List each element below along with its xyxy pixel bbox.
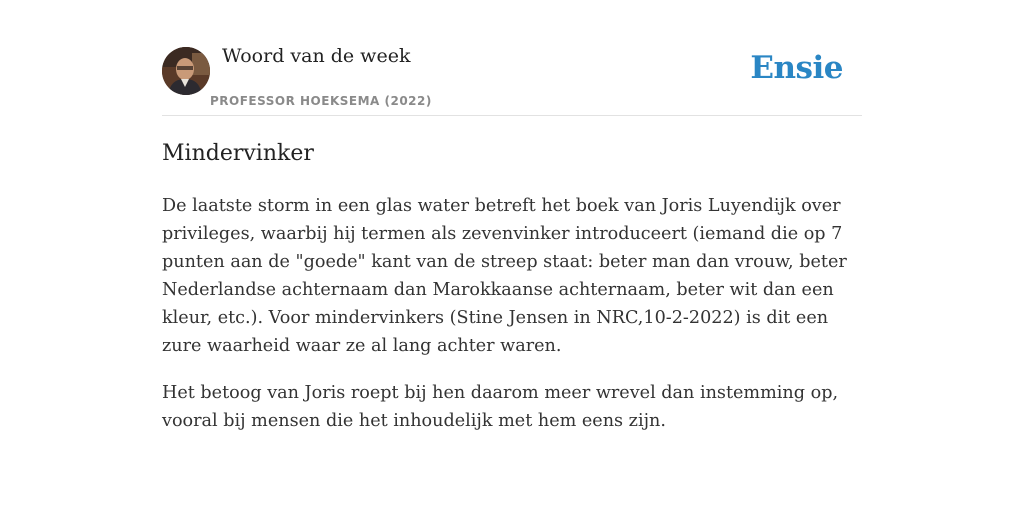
article-header bbox=[162, 0, 862, 116]
author-photo bbox=[162, 47, 210, 95]
author-avatar[interactable] bbox=[162, 47, 210, 95]
paragraph: Het betoog van Joris roept bij hen daarom meer wrevel dan instemming op, vooral bij mensen die het inhoudelijk met hem eens zijn. bbox=[162, 383, 839, 431]
entry-title: Mindervinker bbox=[162, 141, 314, 166]
article-card bbox=[162, 0, 862, 512]
paragraph: De laatste storm in een glas water betreft het boek van Joris Luyendijk over privileges, waarbij hij termen als zevenvinker introduceert (iemand die op 7 punten aan de "goede" kant van de streep staat: beter man dan vrouw, beter Nederlandse achternaam dan Marokkaanse achternaam, beter wit dan een kleur, etc.). Voor mindervinkers (Stine Jensen in NRC,10-2-2022) is dit een zure waarheid waar ze al lang achter waren. bbox=[162, 196, 847, 356]
ensie-logo[interactable]: Ensie bbox=[750, 50, 843, 86]
site-title-link[interactable]: Woord van de week bbox=[222, 45, 411, 67]
author-name[interactable]: PROFESSOR HOEKSEMA (2022) bbox=[210, 94, 432, 108]
article-body bbox=[162, 192, 866, 454]
